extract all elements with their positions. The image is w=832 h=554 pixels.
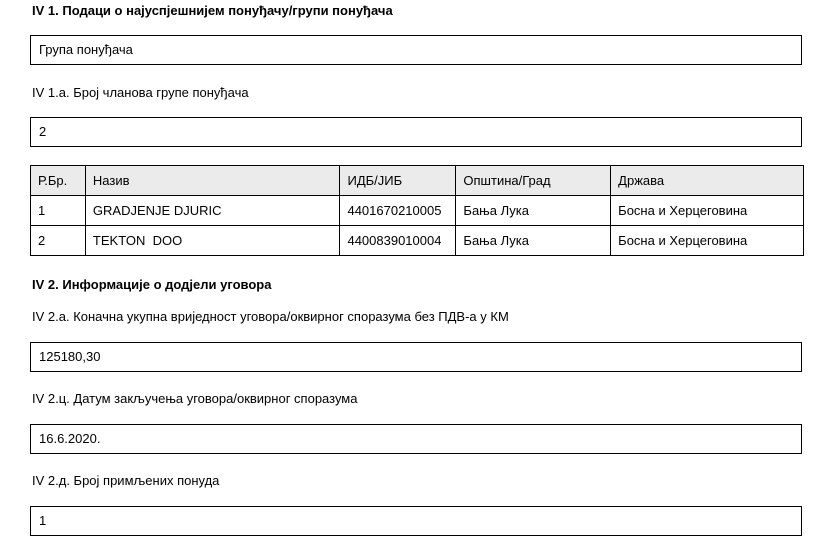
section-iv2-heading: IV 2. Информације о додјели уговора bbox=[32, 277, 272, 292]
table-header-row bbox=[31, 166, 804, 196]
cell-name: TEKTON DOO bbox=[85, 226, 340, 256]
cell-number: 1 bbox=[31, 196, 86, 226]
table-row bbox=[31, 226, 804, 256]
column-header-municipality: Општина/Град bbox=[456, 166, 611, 196]
bidder-type-field: Група понуђача bbox=[30, 35, 802, 65]
column-header-number: Р.Бр. bbox=[31, 166, 86, 196]
contract-value-field: 125180,30 bbox=[30, 342, 802, 372]
offers-count-field: 1 bbox=[30, 506, 802, 536]
members-count-label: IV 1.а. Број чланова групе понуђача bbox=[32, 85, 249, 100]
section-iv1-heading: IV 1. Подаци о најуспјешнијем понуђачу/групи понуђача bbox=[32, 3, 393, 18]
offers-count-label: IV 2.д. Број примљених понуда bbox=[32, 473, 220, 488]
members-count-field: 2 bbox=[30, 117, 802, 147]
cell-country: Босна и Херцеговина bbox=[611, 226, 804, 256]
members-table bbox=[30, 165, 804, 256]
column-header-name: Назив bbox=[85, 166, 340, 196]
cell-id: 4401670210005 bbox=[340, 196, 456, 226]
table-row bbox=[31, 196, 804, 226]
contract-value-label: IV 2.а. Коначна укупна вриједност уговора/оквирног споразума без ПДВ-а у КМ bbox=[32, 309, 509, 324]
cell-name: GRADJENJE DJURIC bbox=[85, 196, 340, 226]
cell-municipality: Бања Лука bbox=[456, 196, 611, 226]
cell-id: 4400839010004 bbox=[340, 226, 456, 256]
cell-municipality: Бања Лука bbox=[456, 226, 611, 256]
contract-date-field: 16.6.2020. bbox=[30, 424, 802, 454]
contract-date-label: IV 2.ц. Датум закључења уговора/оквирног споразума bbox=[32, 391, 358, 406]
column-header-id: ИДБ/ЈИБ bbox=[340, 166, 456, 196]
cell-number: 2 bbox=[31, 226, 86, 256]
column-header-country: Држава bbox=[611, 166, 804, 196]
cell-country: Босна и Херцеговина bbox=[611, 196, 804, 226]
